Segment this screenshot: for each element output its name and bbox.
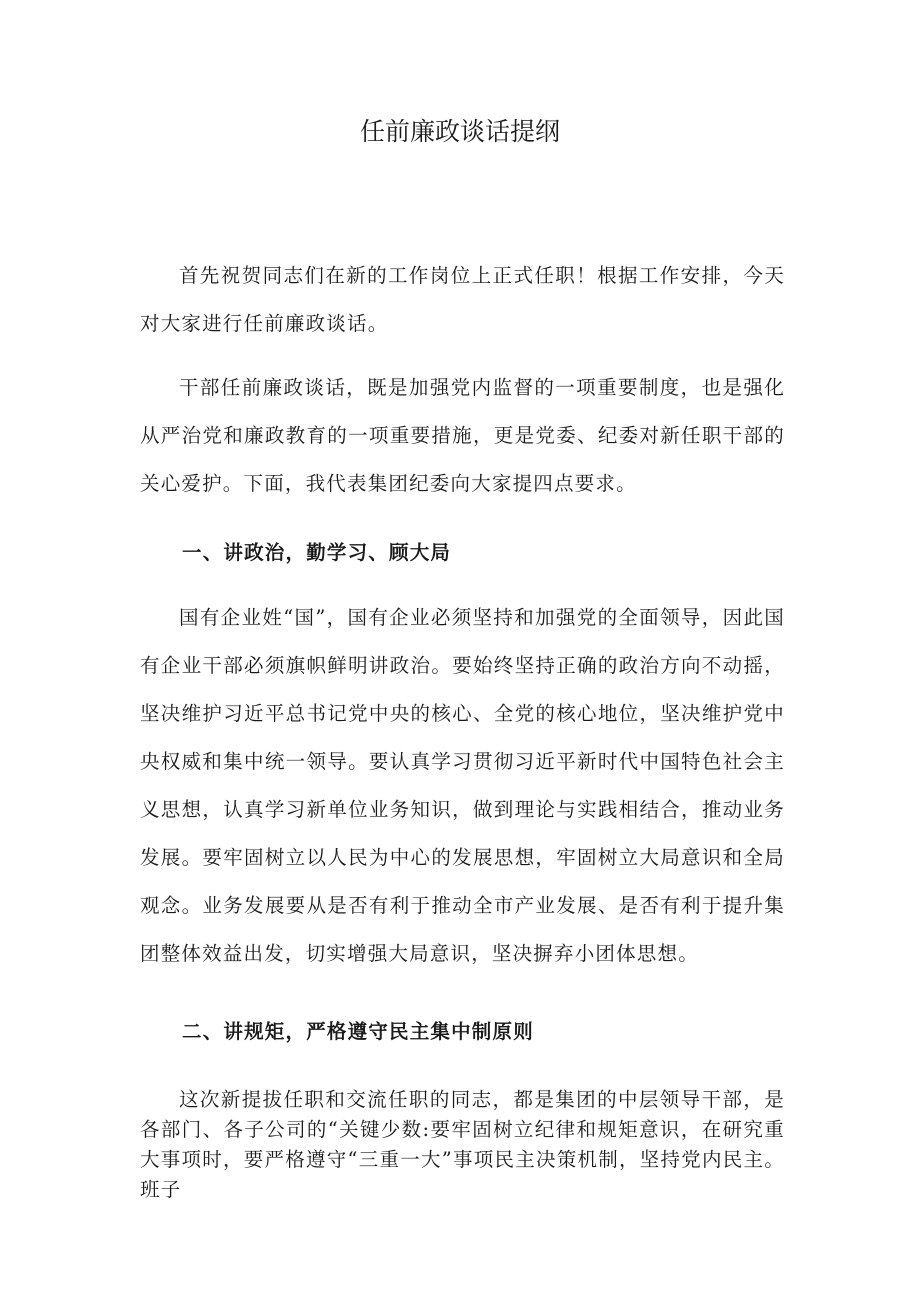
section-1-body: 国有企业姓“国”，国有企业必须坚持和加强党的全面领导，因此国有企业干部必须旗帜鲜明讲政治。要始终坚持正确的政治方向不动摇，坚决维护习近平总书记党中央的核心、全党的核心地位，坚决维护党中央权威和集中统一领导。要认真学习贯彻习近平新时代中国特色社会主义思想，认真学习新单位业务知识，做到理论与实践相结合，推动业务发展。要牢固树立以人民为中心的发展思想，牢固树立大局意识和全局观念。业务发展要从是否有利于推动全市产业发展、是否有利于提升集团整体效益出发，切实增强大局意识，坚决摒弃小团体思想。	[140, 606, 785, 965]
section-2-body: 这次新提拔任职和交流任职的同志，都是集团的中层领导干部，是各部门、各子公司的“关键少数:要牢固树立纪律和规矩意识，在研究重大事项时，要严格遵守“三重一大”事项民主决策机制，坚持党内民主。班子	[140, 1088, 785, 1201]
section-2-heading: 二、讲规矩，严格遵守民主集中制原则	[182, 1020, 534, 1043]
purpose-paragraph: 干部任前廉政谈话，既是加强党内监督的一项重要制度，也是强化从严治党和廉政教育的一项重要措施，更是党委、纪委对新任职干部的关心爱护。下面，我代表集团纪委向大家提四点要求。	[140, 376, 785, 495]
intro-paragraph: 首先祝贺同志们在新的工作岗位上正式任职！根据工作安排，今天对大家进行任前廉政谈话。	[140, 264, 785, 335]
document-title: 任前廉政谈话提纲	[359, 117, 560, 146]
section-1-heading: 一、讲政治，勤学习、顾大局	[182, 541, 452, 564]
